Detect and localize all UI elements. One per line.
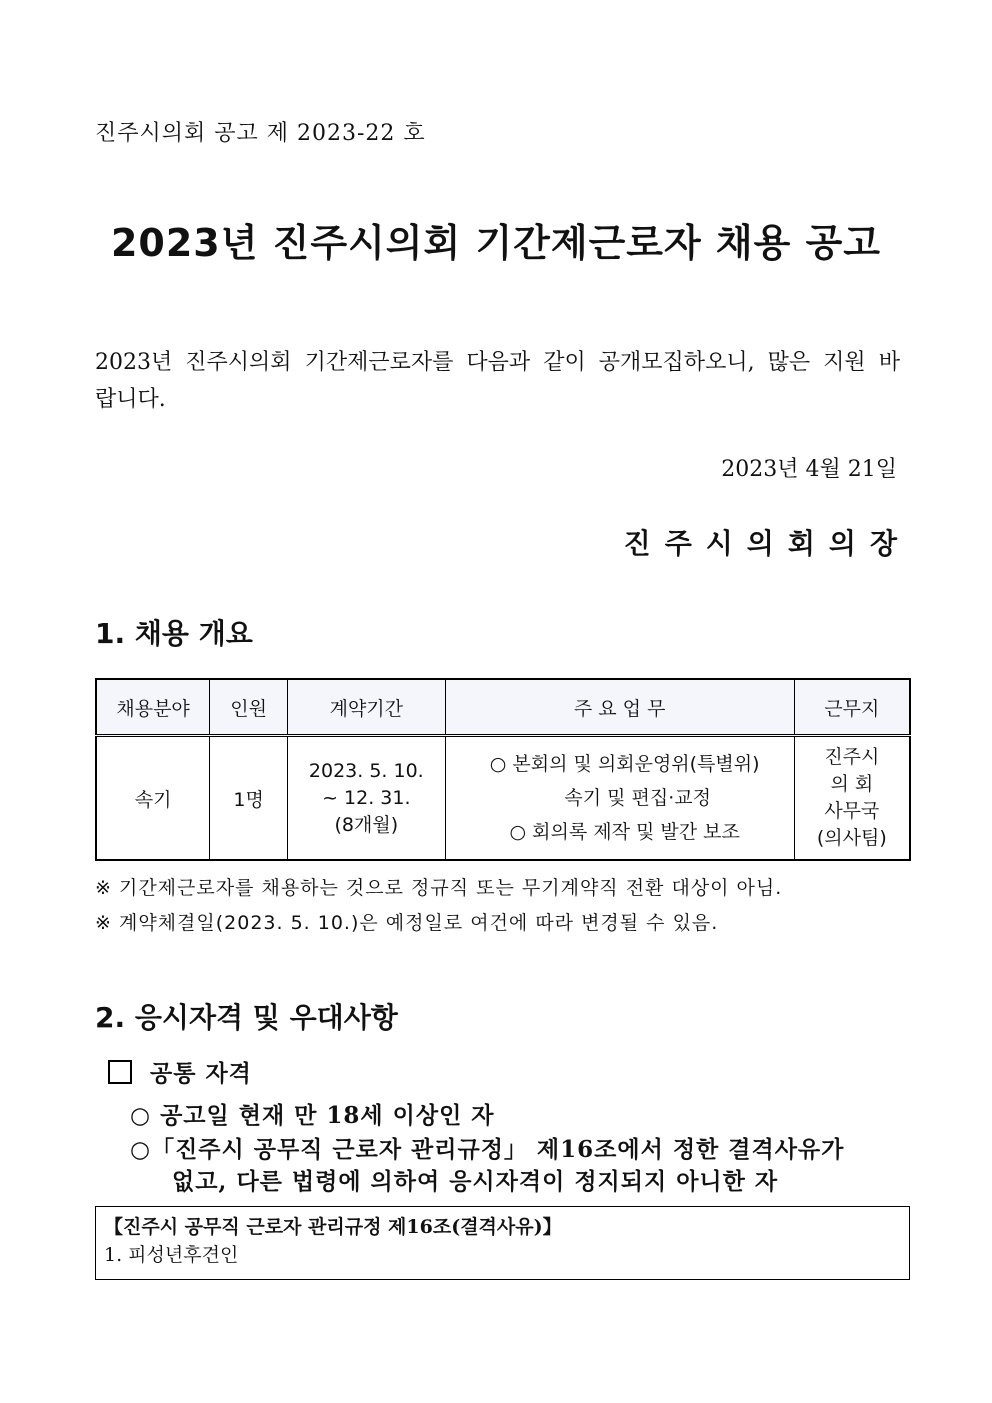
place-line4: (의사팀) — [816, 827, 887, 849]
common-qualification — [108, 1055, 252, 1088]
duty1-line1: ○ 본회의 및 의회운영위(특별위) — [489, 753, 760, 775]
intro-paragraph: 2023년 진주시의회 기간제근로자를 다음과 같이 공개모집하오니, 많은 지원 바랍니다. — [95, 350, 900, 412]
recruitment-overview-table — [95, 678, 911, 861]
requirement-1: ○ 공고일 현재 만 18세 이상인 자 — [130, 1102, 495, 1129]
duty1-line2: 속기 및 편집·교정 — [564, 787, 711, 809]
note-1: ※ 기간제근로자를 채용하는 것으로 정규직 또는 무기계약직 전환 대상이 아님. — [95, 877, 783, 899]
cell-duties — [445, 736, 794, 861]
period-line1: 2023. 5. 10. — [308, 759, 424, 782]
rule-box — [95, 1206, 910, 1280]
header-field: 채용분야 — [96, 679, 210, 736]
common-qualification-label: 공통 자격 — [150, 1060, 252, 1087]
header-place: 근무지 — [794, 679, 910, 736]
page-title: 2023년 진주시의회 기간제근로자 채용 공고 — [110, 221, 881, 265]
section1-heading: 1. 채용 개요 — [95, 617, 253, 650]
place-line3: 사무국 — [824, 800, 880, 822]
header-duties: 주 요 업 무 — [445, 679, 794, 736]
signer: 진주시의회의장 — [623, 527, 911, 560]
period-line2: ~ 12. 31. — [322, 786, 411, 809]
requirement-2: ○「진주시 공무직 근로자 관리규정」 제16조에서 정한 결격사유가 — [130, 1136, 845, 1163]
place-line1: 진주시 — [824, 746, 880, 768]
period-line3: (8개월) — [334, 813, 399, 836]
cell-period — [287, 736, 445, 861]
checkbox-square-icon — [108, 1060, 132, 1084]
table-header-row — [96, 679, 910, 736]
place-line2: 의 회 — [830, 773, 874, 795]
rule-box-item-1: 1. 피성년후견인 — [104, 1244, 239, 1266]
header-period: 계약기간 — [287, 679, 445, 736]
section2-heading: 2. 응시자격 및 우대사항 — [95, 1001, 398, 1034]
requirement-2-continued: 없고, 다른 법령에 의하여 응시자격이 정지되지 아니한 자 — [172, 1168, 779, 1195]
rule-box-title: 【진주시 공무직 근로자 관리규정 제16조(결격사유)】 — [104, 1216, 562, 1238]
table-row — [96, 736, 910, 861]
cell-place — [794, 736, 910, 861]
cell-field: 속기 — [96, 736, 210, 861]
header-count: 인원 — [210, 679, 288, 736]
note-2: ※ 계약체결일(2023. 5. 10.)은 예정일로 여건에 따라 변경될 수 있음. — [95, 912, 719, 934]
duty2: ○ 회의록 제작 및 발간 보조 — [509, 821, 740, 843]
notice-number: 진주시의회 공고 제 2023-22 호 — [95, 121, 426, 146]
announcement-date: 2023년 4월 21일 — [721, 457, 897, 482]
cell-count: 1명 — [210, 736, 288, 861]
